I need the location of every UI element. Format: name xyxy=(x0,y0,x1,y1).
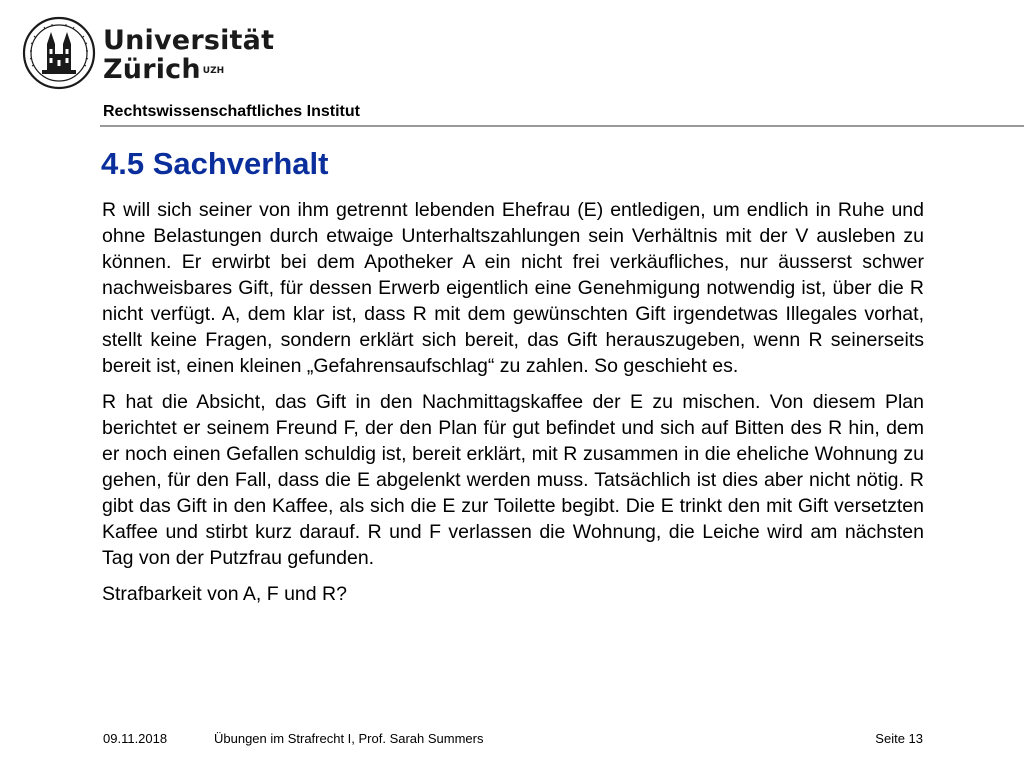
logo-line-2 xyxy=(103,55,274,84)
university-logo-text xyxy=(103,26,274,84)
case-question: Strafbarkeit von A, F und R? xyxy=(102,583,347,605)
slide-title: 4.5 Sachverhalt xyxy=(101,146,329,181)
slide-body xyxy=(102,197,924,607)
logo-line-1: Universität xyxy=(103,25,275,56)
header-divider xyxy=(100,125,1024,127)
case-paragraph-1: R will sich seiner von ihm getrennt lebenden Ehefrau (E) entledigen, um endlich in Ruhe und ohne Belastungen durch etwaige Unterhaltszahlungen sein Verhältnis mit der V ausleben zu können. Er erwirbt bei dem Apotheker A ein nicht frei verkäufliches, nur äusserst schwer nachweisbares Gift, für dessen Erwerb eigentlich eine Genehmigung notwendig ist, über die R nicht verfügt. A, dem klar ist, dass R mit dem gewünschten Gift irgendetwas Illegales vorhat, stellt keine Fragen, sondern erklärt sich bereit, das Gift herauszugeben, wenn R seinerseits bereit ist, einen kleinen „Gefahrensaufschlag“ zu zahlen. So geschieht es. xyxy=(102,199,924,377)
footer-date: 09.11.2018 xyxy=(103,731,168,746)
logo-suffix: UZH xyxy=(202,66,225,76)
footer-page-number: Seite 13 xyxy=(875,731,923,746)
institute-name: Rechtswissenschaftliches Institut xyxy=(103,103,360,120)
logo-city: Zürich xyxy=(103,54,201,85)
footer-course: Übungen im Strafrecht I, Prof. Sarah Summers xyxy=(214,731,484,746)
university-seal-icon xyxy=(22,16,96,90)
case-paragraph-2: R hat die Absicht, das Gift in den Nachmittagskaffee der E zu mischen. Von diesem Plan berichtet er seinem Freund F, der den Plan für gut befindet und sich auf Bitten des R hin, dem er noch einen Gefallen schuldig ist, bereit erklärt, mit R zusammen in die eheliche Wohnung zu gehen, für den Fall, dass die E abgelenkt werden muss. Tatsächlich ist dies aber nicht nötig. R gibt das Gift in den Kaffee, als sich die E zur Toilette begibt. Die E trinkt den mit Gift versetzten Kaffee und stirbt kurz darauf. R und F verlassen die Wohnung, die Leiche wird am nächsten Tag von der Putzfrau gefunden. xyxy=(102,391,924,569)
